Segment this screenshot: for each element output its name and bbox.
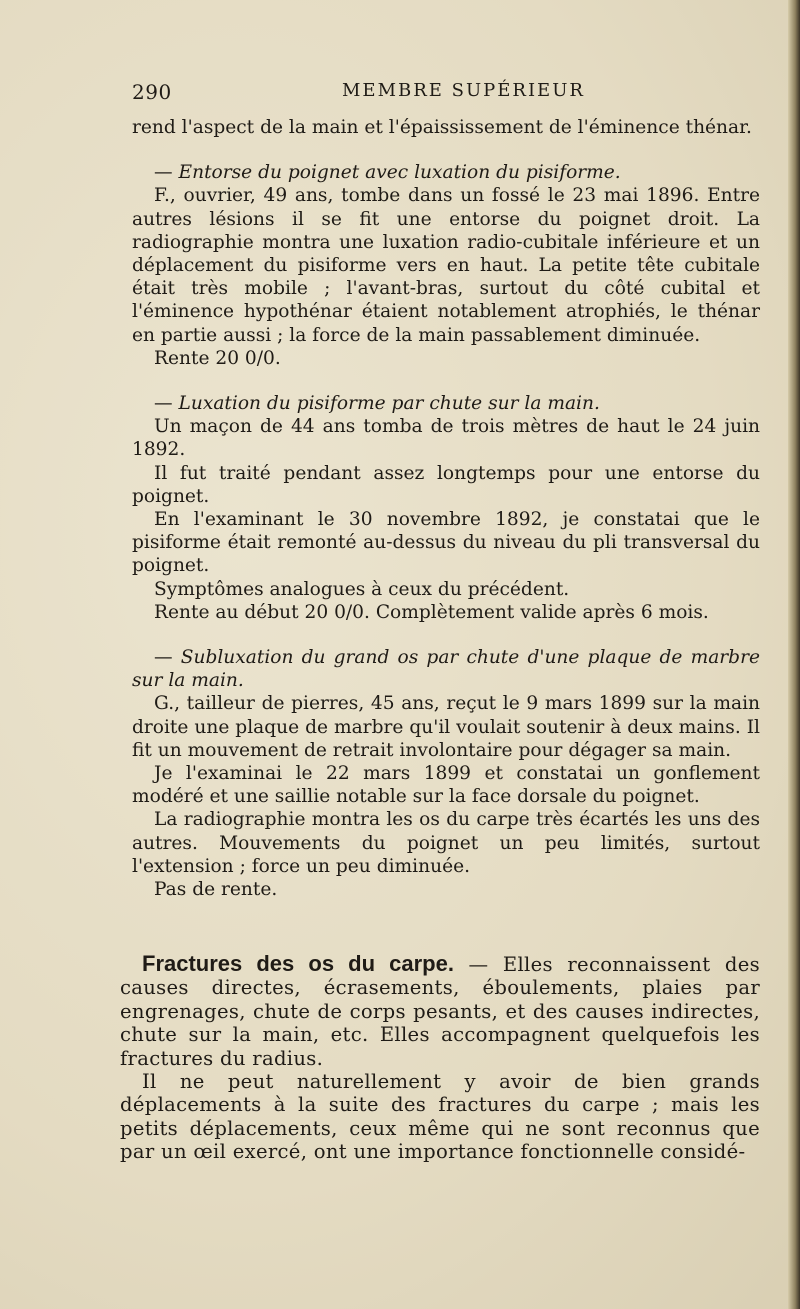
page-binding-edge <box>788 0 800 1309</box>
case-paragraph: Rente 20 0/0. <box>154 347 281 369</box>
case-paragraph: Pas de rente. <box>154 879 278 901</box>
case-title-text: Subluxation du grand os par chute d'une plaque de marbre sur la main. <box>132 647 760 692</box>
case-title <box>132 392 760 415</box>
case-paragraph: Je l'examinai le 22 mars 1899 et constatai un gonflement modéré et une saillie notable sur la face dorsale du poignet. <box>132 763 760 808</box>
section-paragraph: Il ne peut naturellement y avoir de bien grands déplacements à la suite des fractures du carpe ; mais les petits déplacements, ceux même qui ne sont reconnus que par un œil exercé, ont une importance fonctionnelle considé- <box>120 1070 760 1164</box>
case-dash: — <box>154 162 173 184</box>
section-paragraph <box>120 952 760 1070</box>
case-paragraph: Un maçon de 44 ans tomba de trois mètres de haut le 24 juin 1892. <box>132 416 760 461</box>
case-title <box>132 161 760 184</box>
running-head: MEMBRE SUPÉRIEUR <box>342 80 585 101</box>
case-paragraph: F., ouvrier, 49 ans, tombe dans un fossé le 23 mai 1896. Entre autres lésions il se fit une entorse du poignet droit. La radiographie montra une luxation radio-cubitale inférieure et un déplacement du pisiforme vers en haut. La petite tête cubitale était très mobile ; l'avant-bras, surtout du côté cubital et l'éminence hypothénar étaient notablement atrophiés, le thénar en partie aussi ; la force de la main passablement diminuée. <box>132 185 760 346</box>
case-paragraph: G., tailleur de pierres, 45 ans, reçut le 9 mars 1899 sur la main droite une plaque de marbre qu'il voulait soutenir à deux mains. Il fit un mouvement de retrait involontaire pour dégager sa main. <box>132 693 760 761</box>
section-intro: — Elles reconnaissent des causes directes, écrasements, éboulements, plaies par engrenages, chute de corps pesants, et des causes indirectes, chute sur la main, etc. Elles accompagnent quelquefois les fractures du radius. <box>120 953 761 1070</box>
page-header <box>132 80 760 108</box>
case-paragraph: Rente au début 20 0/0. Complètement valide après 6 mois. <box>154 601 709 623</box>
case-dash: — <box>154 647 173 669</box>
case-paragraph: En l'examinant le 30 novembre 1892, je constatai que le pisiforme était remonté au-dessus du niveau du pli transversal du poignet. <box>132 509 760 577</box>
case-title-text: Entorse du poignet avec luxation du pisiforme. <box>178 162 621 184</box>
case-title-text: Luxation du pisiforme par chute sur la main. <box>178 393 600 415</box>
case-paragraph: Il fut traité pendant assez longtemps pour une entorse du poignet. <box>132 462 760 507</box>
case-dash: — <box>154 393 173 415</box>
intro-paragraph: rend l'aspect de la main et l'épaississement de l'éminence thénar. <box>132 117 752 138</box>
section-heading: Fractures des os du carpe. <box>142 951 454 976</box>
fractures-section <box>120 952 760 1164</box>
page-number: 290 <box>132 80 172 104</box>
case-paragraph: La radiographie montra les os du carpe très écartés les uns des autres. Mouvements du poignet un peu limités, surtout l'extension ; force un peu diminuée. <box>132 809 760 877</box>
body-text <box>132 116 760 901</box>
case-title <box>132 646 760 692</box>
case-paragraph: Symptômes analogues à ceux du précédent. <box>154 578 570 600</box>
